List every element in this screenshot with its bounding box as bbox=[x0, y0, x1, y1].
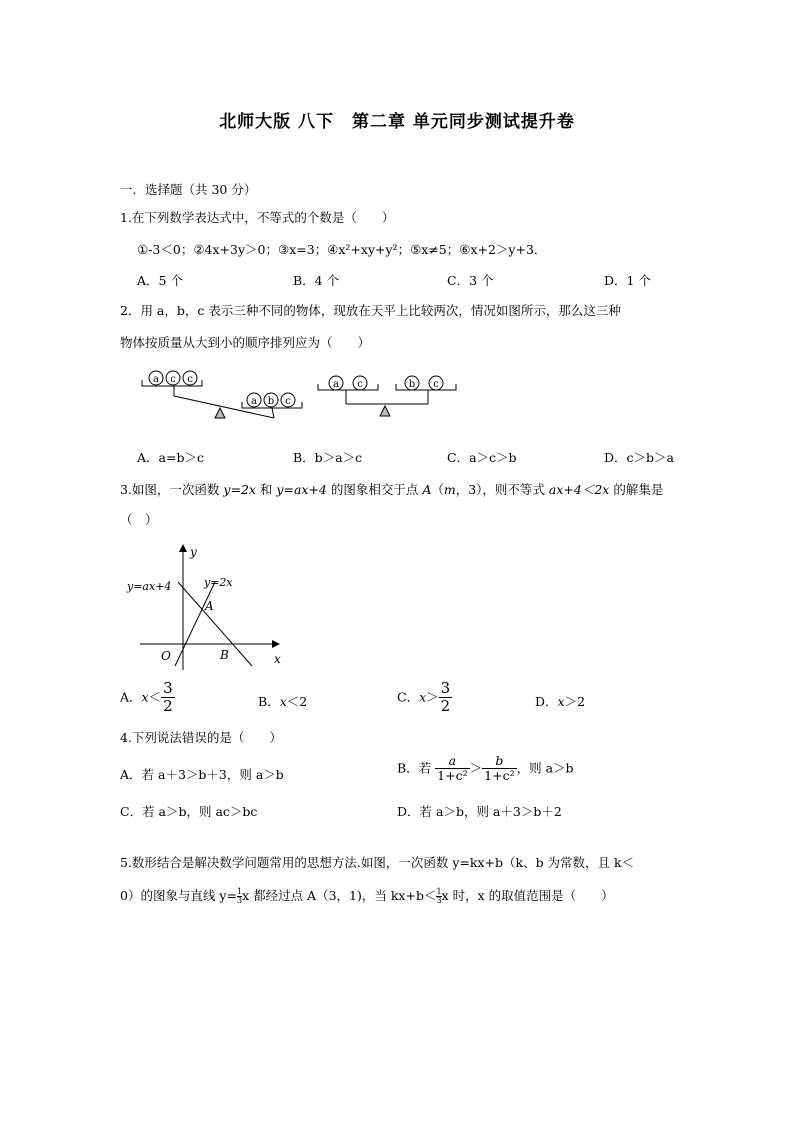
obj-bl1: a bbox=[333, 379, 339, 390]
q3-option-d: D．x＞2 bbox=[535, 694, 586, 709]
obj-l3: c bbox=[187, 374, 193, 385]
q2-stem-line1: 2．用 a，b，c 表示三种不同的物体，现放在天平上比较两次，情况如图所示，那么这三种 bbox=[120, 303, 621, 318]
q4-option-a: A．若 a＋3＞b＋3，则 a＞b bbox=[120, 767, 284, 782]
q1-option-c: C．3 个 bbox=[447, 273, 494, 288]
q1-option-a: A．5 个 bbox=[137, 273, 183, 288]
point-b-label: B bbox=[220, 648, 229, 662]
point-a-label: A bbox=[205, 599, 214, 613]
q3-option-b: B．x＜2 bbox=[258, 694, 308, 709]
q4-option-c: C．若 a＞b，则 ac＞bc bbox=[120, 804, 258, 819]
q3-graph bbox=[120, 538, 295, 673]
q4-stem: 4.下列说法错误的是（ ） bbox=[120, 730, 282, 745]
q4-option-d: D．若 a＞b，则 a＋3＞b＋2 bbox=[397, 804, 562, 819]
x-axis-label: x bbox=[274, 652, 281, 666]
line-y-ax4 bbox=[178, 582, 252, 666]
obj-bl2: c bbox=[357, 379, 363, 390]
q3-option-c: C．x＞ $\frac{3}{2}$ bbox=[397, 679, 451, 716]
q5-line1: 5.数形结合是解决数学问题常用的思想方法.如图，一次函数 y=kx+b（k、b 为常数，且 k＜ bbox=[120, 855, 635, 870]
q4-option-b: B．若 $\frac{a}{\text{1+c²}}$ ＞ $\frac{b}{\text{1+c²}}$ ，则 a＞b bbox=[397, 753, 574, 784]
q2-option-c: C．a＞c＞b bbox=[447, 450, 517, 465]
origin-label: O bbox=[161, 649, 171, 663]
obj-l1: a bbox=[153, 374, 159, 385]
section-heading: 一．选择题（共 30 分） bbox=[120, 182, 257, 197]
obj-l2: c bbox=[170, 374, 176, 385]
q2-option-d: D．c＞b＞a bbox=[604, 450, 674, 465]
q3-stem-line1: 3.如图，一次函数 y=2x 和 y=ax+4 的图象相交于点 A（m，3），则不等式 ax+4＜2x 的解集是 bbox=[120, 482, 664, 497]
q1-option-d: D．1 个 bbox=[604, 273, 651, 288]
obj-br2: c bbox=[433, 379, 439, 390]
q2-option-a: A．a=b＞c bbox=[137, 450, 204, 465]
q1-items: ①-3＜0；②4x+3y＞0；③x=3；④x²+xy+y²；⑤x≠5；⑥x+2＞y+3． bbox=[137, 242, 547, 257]
q3-stem-line2: （ ） bbox=[120, 512, 158, 527]
y-axis-label: y bbox=[190, 545, 197, 559]
q1-stem: 1.在下列数学表达式中，不等式的个数是（ ） bbox=[120, 210, 395, 225]
q3-option-a: A．x＜ $\frac{3}{2}$ bbox=[120, 679, 173, 716]
line1-label: y=ax+4 bbox=[127, 580, 172, 593]
page-title: 北师大版 八下 第二章 单元同步测试提升卷 bbox=[219, 112, 575, 132]
q2-balance-figure bbox=[138, 366, 498, 428]
q2-option-b: B．b＞a＞c bbox=[293, 450, 363, 465]
obj-r3: c bbox=[285, 396, 291, 407]
obj-r1: a bbox=[251, 396, 257, 407]
obj-br1: b bbox=[408, 379, 416, 390]
line2-label: y=2x bbox=[204, 576, 233, 589]
q2-stem-line2: 物体按质量从大到小的顺序排列应为（ ） bbox=[120, 335, 371, 350]
q1-option-b: B．4 个 bbox=[293, 273, 340, 288]
line-y-2x bbox=[175, 582, 215, 666]
q5-line2: 0）的图象与直线 y= $\frac{1}{3}$ x 都经过点 A（3，1)，当 kx+b＜ $\frac{1}{3}$ x 时，x 的取值范围是（ ） bbox=[120, 887, 614, 905]
obj-r2: b bbox=[267, 396, 275, 407]
